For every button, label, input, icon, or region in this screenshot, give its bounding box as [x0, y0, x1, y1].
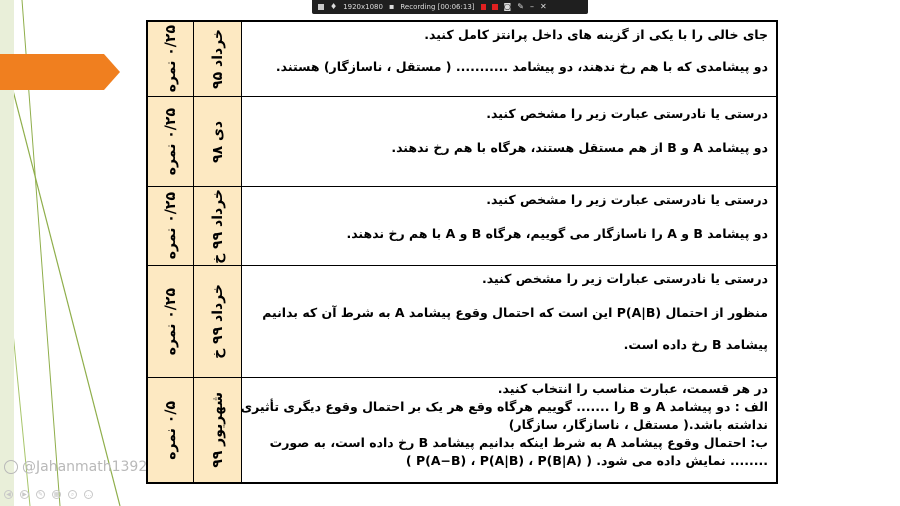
score-label: ۰/۵ نمره: [162, 400, 179, 460]
score-cell: [148, 187, 194, 265]
more-options-icon[interactable]: …: [85, 491, 92, 498]
exam-date-label: شهریور ۹۹: [209, 392, 226, 468]
pen-icon[interactable]: ✎: [517, 2, 524, 11]
score-cell: [148, 22, 194, 96]
question-cell: [244, 97, 776, 186]
screenshot-icon[interactable]: ◙: [503, 2, 512, 11]
orange-arrow-shape: [0, 54, 120, 90]
pen-tool-icon[interactable]: ✎: [37, 491, 44, 498]
channel-watermark: [4, 459, 147, 475]
question-cell: [244, 22, 776, 96]
watermark-logo-icon: [4, 460, 18, 474]
watermark-text: @Jahanmath1392: [22, 459, 148, 475]
question-line: در هر قسمت، عبارت مناسب را انتخاب کنید.: [497, 381, 768, 396]
score-label: ۰/۲۵ نمره: [162, 107, 179, 176]
question-line: دو پیشامدی که با هم رخ ندهند، دو پیشامد ........... ( مستقل ، ناسازگار) هستند.: [275, 59, 768, 74]
slides-grid-icon[interactable]: ▦: [53, 491, 60, 498]
camera-icon[interactable]: ▪: [388, 2, 395, 11]
minimize-icon[interactable]: –: [529, 2, 534, 11]
close-icon[interactable]: ✕: [539, 2, 547, 11]
date-cell: [194, 266, 242, 377]
date-cell: [194, 97, 242, 186]
question-line: درستی یا نادرستی عبارت زیر را مشخص کنید.: [486, 192, 768, 207]
window-icon[interactable]: [318, 4, 324, 10]
recording-status: Recording [00:06:13]: [400, 3, 475, 11]
score-cell: [148, 97, 194, 186]
zoom-icon[interactable]: ⌕: [68, 490, 77, 499]
question-line: ب: احتمال وقوع پیشامد A به شرط اینکه بدانیم پیشامد B رخ داده است، به صورت: [269, 435, 768, 450]
question-line: منظور از احتمال P(A|B) این است که احتمال وقوع پیشامد A به شرط آن که بدانیم: [262, 305, 768, 320]
score-cell: [148, 266, 194, 377]
question-line: درستی یا نادرستی عبارت زیر را مشخص کنید.: [486, 106, 768, 121]
exam-date-label: خرداد ۹۵: [209, 29, 226, 89]
pause-icon[interactable]: [481, 4, 486, 10]
exam-date-label: خرداد ۹۹ خ: [209, 188, 226, 264]
table-row: [148, 22, 776, 97]
next-slide-icon[interactable]: ▶: [20, 490, 29, 499]
question-cell: [244, 187, 776, 265]
question-line: نداشته باشد.( مستقل ، ناسازگار، سازگار): [508, 417, 768, 432]
date-cell: [194, 22, 242, 96]
question-line: دو پیشامد A و B از هم مستقل هستند، هرگاه با هم رخ ندهند.: [391, 140, 768, 155]
stop-icon[interactable]: [492, 4, 498, 10]
question-cell: [240, 378, 776, 482]
score-label: ۰/۲۵ نمره: [162, 287, 179, 356]
slide-nav-controls: [4, 490, 93, 499]
date-cell: [194, 378, 242, 482]
question-line: دو پیشامد B و A را ناسازگار می گوییم، هرگاه B و A با هم رخ ندهند.: [346, 226, 768, 241]
table-row: [148, 187, 776, 266]
question-line: جای خالی را با یکی از گزینه های داخل پرانتز کامل کنید.: [424, 27, 768, 42]
exam-date-label: خرداد ۹۹ خ: [209, 284, 226, 359]
recording-toolbar: [312, 0, 588, 14]
table-row: [148, 378, 776, 482]
question-table: [146, 20, 778, 484]
question-cell: [244, 266, 776, 377]
question-line: پیشامد B رخ داده است.: [623, 337, 768, 352]
table-row: [148, 266, 776, 378]
question-line: الف : دو پیشامد A و B را ....... گوییم هرگاه وقع هر یک بر احتمال وقوع دیگری تأثیری: [240, 399, 768, 414]
score-label: ۰/۲۵ نمره: [162, 25, 179, 93]
resolution-text: 1920x1080: [343, 3, 383, 11]
exam-date-label: دی ۹۸: [209, 120, 226, 163]
microphone-icon[interactable]: ♦: [330, 2, 338, 11]
previous-slide-icon[interactable]: ◀: [4, 490, 13, 499]
table-row: [148, 97, 776, 187]
question-line: ........ نمایش داده می شود. ( P(A−B) ، P(A|B) ، P(B|A) ): [405, 453, 768, 468]
question-line: درستی یا نادرستی عبارات زیر را مشخص کنید.: [481, 271, 768, 286]
score-cell: [148, 378, 194, 482]
date-cell: [194, 187, 242, 265]
score-label: ۰/۲۵ نمره: [162, 192, 179, 260]
